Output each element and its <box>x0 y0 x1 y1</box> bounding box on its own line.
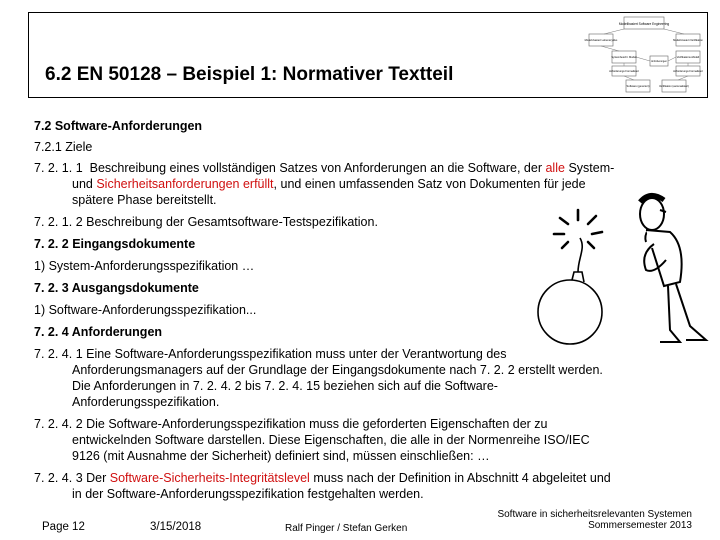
diagram-label-0: Modell-basiert Lebenszyklus <box>584 39 618 42</box>
highlight-text: Software-Sicherheits-Integritätslevel <box>109 471 310 485</box>
diagram-label-3: Verifikations-Modell <box>676 56 700 59</box>
para-7-2-1-2: 7. 2. 1. 2 Beschreibung der Gesamtsoftware-Testspezifikation. <box>34 215 378 229</box>
bomb-icon <box>538 238 602 344</box>
footer-course-title: Software in sicherheitsrelevanten Systemen <box>497 509 692 520</box>
footer-course <box>497 509 692 531</box>
slide-title: 6.2 EN 50128 – Beispiel 1: Normativer Textteil <box>45 64 454 85</box>
para-7-2-4-3-line1 <box>34 470 611 487</box>
footer-page-number: Page 12 <box>42 521 85 533</box>
para-7-2-4-1-line1: 7. 2. 4. 1 Eine Software-Anforderungsspezifikation muss unter der Verantwortung des <box>34 347 507 361</box>
para-7-2-1-1-line3: spätere Phase bereitstellt. <box>72 193 217 207</box>
text: 7. 2. 4. 3 Der <box>34 471 107 485</box>
highlight-text: Sicherheitsanforderungen erfüllt <box>96 177 274 191</box>
thinking-person-icon <box>640 195 706 342</box>
footer-semester: Sommersemester 2013 <box>588 520 692 531</box>
heading-7-2-4: 7. 2. 4 Anforderungen <box>34 325 163 339</box>
para-7-2-4-3-line2: in der Software-Anforderungsspezifikation festgehalten werden. <box>72 487 424 501</box>
heading-7-2-1: 7.2.1 Ziele <box>34 140 93 154</box>
text: System- <box>568 161 615 175</box>
para-7-2-4-2-line3: 9126 (mit Ausnahme der Sicherheit) definiert sind, müssen einschließen: … <box>72 449 490 463</box>
para-7-2-4-1-line2: Anforderungsmanagers auf der Grundlage der Eingangsdokumente nach 7. 2. 2 erstellt werden. <box>72 363 603 377</box>
highlight-text: alle <box>545 161 565 175</box>
diagram-label-2: Systembeschr. Modell <box>611 56 637 59</box>
title-box <box>28 12 708 98</box>
para-7-2-4-1-line3: Die Anforderungen in 7. 2. 4. 2 bis 7. 2. 4. 15 beziehen sich auf die Software- <box>72 379 498 393</box>
diagram-label-top: Modellbasiert Software Engineering <box>618 22 670 26</box>
diagram-label-5: Anforderungs Formalisiert <box>673 70 703 73</box>
diagram-label-4: Anforderungs Formalisiert <box>609 70 639 73</box>
para-7-2-4-1-line4: Anforderungsspezifikation. <box>72 395 220 409</box>
para-7-2-4-2-line1: 7. 2. 4. 2 Die Software-Anforderungsspezifikation muss die geforderten Eigenschaften der zu <box>34 417 548 431</box>
heading-7-2-2: 7. 2. 2 Eingangsdokumente <box>34 237 196 251</box>
footer-date: 3/15/2018 <box>150 521 202 533</box>
item-7-2-2: 1) System-Anforderungsspezifikation … <box>34 259 255 273</box>
para-number: 7. 2. 1. 1 <box>34 161 83 175</box>
text: und <box>72 177 93 191</box>
diagram-label-7: Verifikation (automatisiert) <box>659 85 689 88</box>
text: , und einen umfassenden Satz von Dokumenten für jede <box>273 177 586 191</box>
diagram-label-8: Anforderungen <box>651 60 667 63</box>
item-7-2-3: 1) Software-Anforderungsspezifikation... <box>34 303 257 317</box>
para-7-2-1-1-line2 <box>72 176 586 193</box>
text: muss nach der Definition in Abschnitt 4 abgeleitet und <box>313 471 611 485</box>
heading-7-2-3: 7. 2. 3 Ausgangsdokumente <box>34 281 199 295</box>
diagram-label-6: Software (generiert) <box>626 85 650 88</box>
diagram-label-1: Modell-basiert Verifikation <box>673 39 703 42</box>
para-7-2-4-2-line2: entwickelnden Software darstellen. Diese Eigenschaften, die alle in der Normenreihe ISO/IEC <box>72 433 590 447</box>
text: Beschreibung eines vollständigen Satzes von Anforderungen an die Software, der <box>89 161 542 175</box>
bomb-and-thinker-illustration <box>520 190 720 350</box>
para-7-2-1-1-line1 <box>34 160 614 177</box>
spark-icon <box>554 210 602 248</box>
mini-process-diagram <box>584 14 704 98</box>
heading-7-2: 7.2 Software-Anforderungen <box>34 119 203 133</box>
footer-authors: Ralf Pinger / Stefan Gerken <box>285 523 408 534</box>
